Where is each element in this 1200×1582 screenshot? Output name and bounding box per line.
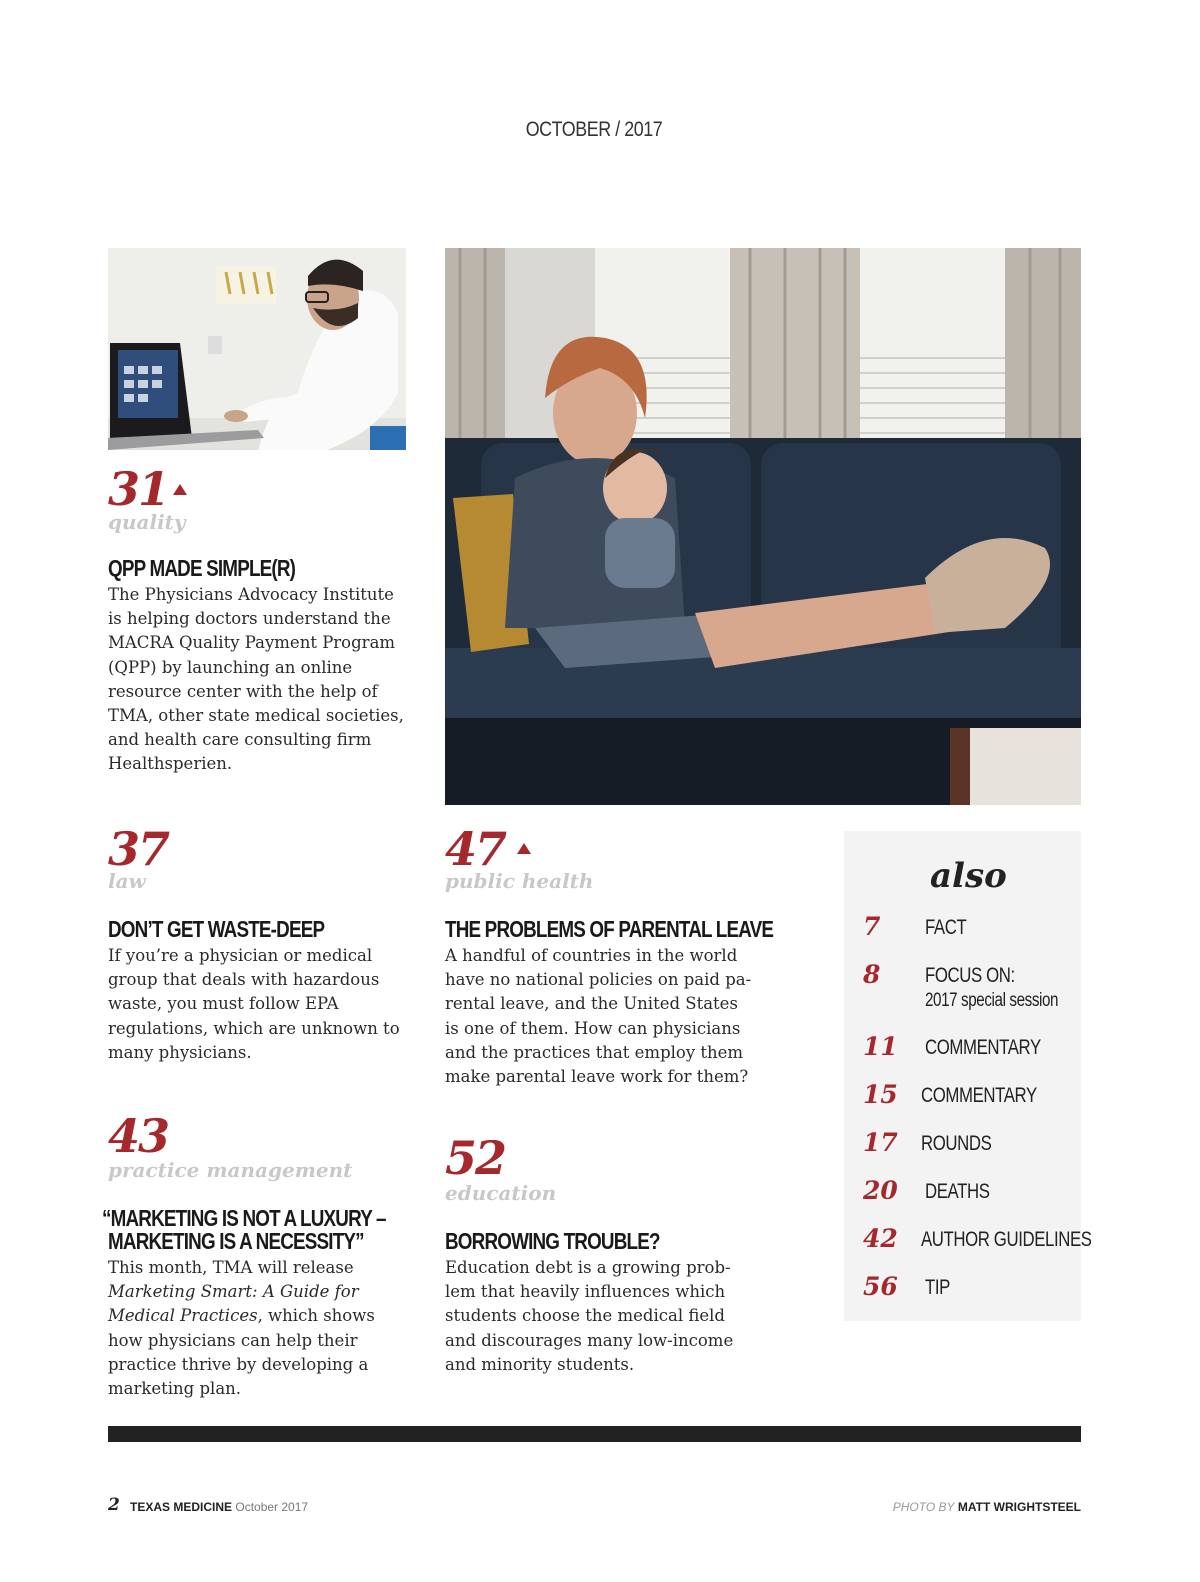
story-47-body-line: A handful of countries in the world — [445, 946, 738, 965]
story-31-page-number[interactable]: 31 — [108, 462, 169, 516]
also-item-focus-on-subtitle[interactable]: 2017 special session — [925, 990, 1059, 1011]
also-item-author-guidelines[interactable]: AUTHOR GUIDELINES — [921, 1228, 1092, 1251]
also-item-number[interactable]: 7 — [863, 912, 881, 941]
also-item-deaths[interactable]: DEATHS — [925, 1180, 990, 1203]
photo-credit-prefix: PHOTO BY — [892, 1500, 955, 1514]
story-43-book-title: Marketing Smart: A Guide for Medical Practices — [108, 1282, 359, 1326]
also-item-number[interactable]: 56 — [863, 1272, 898, 1301]
story-47-body-line: make parental leave work for them? — [445, 1067, 749, 1087]
story-52-body-line: and minority students. — [445, 1354, 635, 1374]
story-52-headline[interactable]: BORROWING TROUBLE? — [445, 1228, 660, 1254]
also-item-number[interactable]: 8 — [863, 960, 881, 989]
physician-laptop-photo — [108, 248, 406, 450]
footer-magazine: TEXAS MEDICINE — [130, 1500, 233, 1514]
also-item-number[interactable]: 11 — [863, 1032, 898, 1061]
also-item-fact[interactable]: FACT — [925, 916, 967, 939]
story-47-category: public health — [445, 869, 594, 893]
story-47-body-line: is one of them. How can physicians — [445, 1018, 741, 1038]
story-47-body — [445, 944, 765, 1089]
story-47-page-number[interactable]: 47 — [445, 822, 506, 876]
story-31-body: The Physicians Advocacy Institute is helping doctors understand the MACRA Quality Payment Program (QPP) by launching an online resource center with the help of TMA, other state medical societies, and health care consulting firm Healthsperien. — [108, 585, 404, 774]
bottom-rule — [108, 1426, 1081, 1442]
photo-credit — [893, 1500, 1081, 1514]
story-31-category: quality — [108, 510, 186, 534]
story-47-headline[interactable]: THE PROBLEMS OF PARENTAL LEAVE — [445, 916, 774, 942]
story-43-category: practice management — [108, 1158, 353, 1182]
also-item-commentary[interactable]: COMMENTARY — [925, 1036, 1041, 1059]
footer-publication — [130, 1500, 308, 1514]
arrow-up-icon — [173, 484, 187, 495]
story-52-body — [445, 1256, 765, 1377]
also-item-number[interactable]: 17 — [863, 1128, 898, 1157]
story-47-body-line: and the practices that employ them — [445, 1042, 744, 1062]
story-37-headline[interactable]: DON’T GET WASTE-DEEP — [108, 916, 325, 942]
story-37-page-number[interactable]: 37 — [108, 822, 169, 876]
story-52-body-line: Education debt is a growing prob- — [445, 1258, 731, 1277]
story-37-category: law — [108, 869, 146, 893]
story-47-body-line: have no national policies on paid pa- — [445, 970, 752, 990]
story-52-category: education — [445, 1181, 557, 1205]
footer-issue: October 2017 — [235, 1500, 309, 1514]
also-item-number[interactable]: 42 — [863, 1224, 898, 1253]
also-item-focus-on[interactable]: FOCUS ON: — [925, 964, 1015, 987]
story-43-headline-line1[interactable]: “MARKETING IS NOT A LUXURY – — [102, 1205, 386, 1231]
story-37-body: If you’re a physician or medical group that deals with hazardous waste, you must follow EPA regulations, which are unknown to many physicians. — [108, 946, 400, 1062]
parent-and-baby-photo — [445, 248, 1081, 805]
also-item-commentary[interactable]: COMMENTARY — [921, 1084, 1037, 1107]
story-52-body-line: and discourages many low-income — [445, 1330, 734, 1350]
story-47-body-line: rental leave, and the United States — [445, 994, 738, 1014]
story-43-headline-line2[interactable]: MARKETING IS A NECESSITY” — [108, 1228, 364, 1254]
story-31-headline[interactable]: QPP MADE SIMPLE(R) — [108, 555, 296, 581]
page-number: 2 — [108, 1495, 120, 1515]
also-item-number[interactable]: 15 — [863, 1080, 898, 1109]
also-title: also — [930, 856, 1007, 896]
also-item-rounds[interactable]: ROUNDS — [921, 1132, 992, 1155]
issue-date: OCTOBER / 2017 — [525, 118, 663, 141]
story-52-body-line: lem that heavily influences which — [445, 1282, 726, 1302]
story-52-page-number[interactable]: 52 — [445, 1131, 506, 1185]
story-43-body — [108, 1256, 408, 1401]
also-item-tip[interactable]: TIP — [925, 1276, 950, 1299]
story-43-page-number[interactable]: 43 — [108, 1109, 169, 1163]
arrow-up-icon — [517, 843, 531, 854]
story-52-body-line: students choose the medical field — [445, 1306, 725, 1326]
photo-credit-name: MATT WRIGHTSTEEL — [957, 1500, 1081, 1514]
also-item-number[interactable]: 20 — [863, 1176, 898, 1205]
story-43-body-intro: This month, TMA will release — [108, 1258, 354, 1277]
story-43-body-rest: , which shows how physicians can help their practice thrive by developing a marketing plan. — [108, 1306, 375, 1399]
